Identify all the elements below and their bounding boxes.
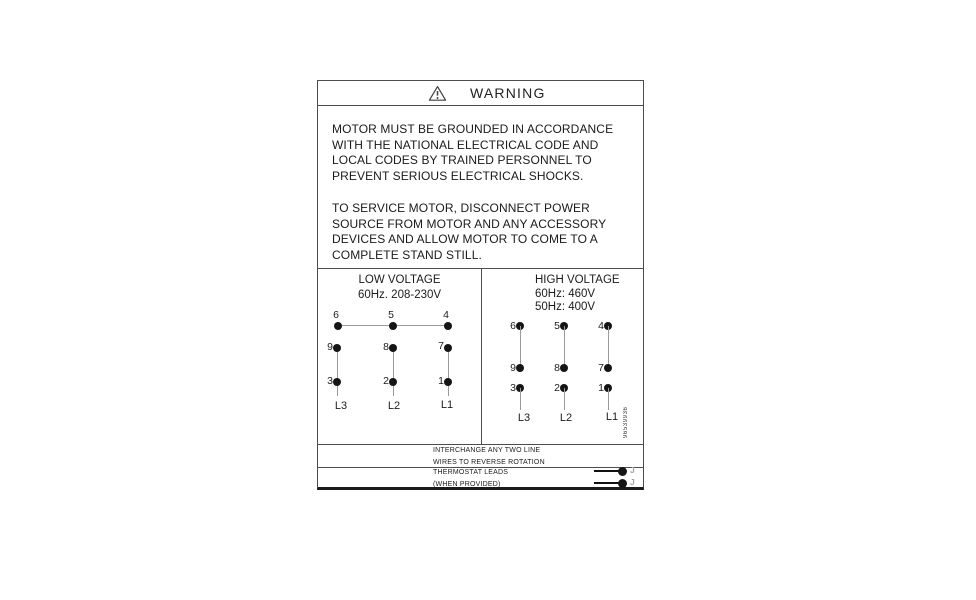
terminal-label: 3 xyxy=(327,375,333,387)
warning-text-line: MOTOR MUST BE GROUNDED IN ACCORDANCE xyxy=(332,122,614,136)
warning-text-line: PREVENT SERIOUS ELECTRICAL SHOCKS. xyxy=(332,168,584,183)
terminal-label: 1 xyxy=(438,375,444,387)
warning-text-line: SOURCE FROM MOTOR AND ANY ACCESSORY xyxy=(332,216,607,231)
high-voltage-title: HIGH VOLTAGE xyxy=(535,274,620,286)
terminal-label: 8 xyxy=(554,362,560,374)
low-voltage-rating: 60Hz. 208-230V xyxy=(357,288,442,301)
warning-text-line: DEVICES AND ALLOW MOTOR TO COME TO A xyxy=(332,232,598,246)
line-label: L2 xyxy=(559,412,573,424)
line-label: L3 xyxy=(334,400,348,412)
high-voltage-rating-50hz: 50Hz: 400V xyxy=(535,301,596,313)
terminal-label: 6 xyxy=(333,309,339,321)
warning-text-line: WITH THE NATIONAL ELECTRICAL CODE AND xyxy=(332,137,599,152)
terminal-label: 5 xyxy=(388,309,394,321)
terminal-label: 3 xyxy=(510,382,516,394)
thermostat-lead-label: J xyxy=(630,477,635,487)
terminal-label: 7 xyxy=(598,362,604,374)
terminal-label: 4 xyxy=(443,309,449,321)
line-label: L3 xyxy=(517,412,531,424)
warning-text-line: TO SERVICE MOTOR, DISCONNECT POWER xyxy=(332,201,590,215)
low-voltage-title: LOW VOLTAGE xyxy=(358,274,441,286)
terminal-label: 9 xyxy=(327,341,333,353)
terminal-label: 2 xyxy=(383,375,389,387)
part-number: 96539936 xyxy=(623,406,629,438)
terminal-label: 1 xyxy=(598,382,604,394)
terminal-label: 4 xyxy=(598,320,604,332)
terminal-label: 5 xyxy=(554,320,560,332)
thermostat-lead-dot xyxy=(618,467,627,476)
terminal-label: 2 xyxy=(554,382,560,394)
thermostat-lead-label: J xyxy=(630,465,635,475)
note-line: WIRES TO REVERSE ROTATION xyxy=(433,458,545,466)
note-line: INTERCHANGE ANY TWO LINE xyxy=(433,447,541,454)
note-line: (WHEN PROVIDED) xyxy=(433,480,501,488)
warning-title: WARNING xyxy=(470,85,546,101)
thermostat-lead-dot xyxy=(618,479,627,488)
line-label: L1 xyxy=(440,399,454,411)
line-label: L1 xyxy=(605,411,619,423)
rotation-note xyxy=(433,445,545,468)
warning-text-line: LOCAL CODES BY TRAINED PERSONNEL TO xyxy=(332,153,592,167)
terminal-label: 6 xyxy=(510,320,516,332)
note-line: THERMOSTAT LEADS xyxy=(433,469,509,476)
thermostat-lead-wire xyxy=(594,482,620,484)
thermostat-note xyxy=(433,467,508,490)
warning-text-line: COMPLETE STAND STILL. xyxy=(332,247,482,262)
line-label: L2 xyxy=(387,400,401,412)
terminal-label: 8 xyxy=(383,341,389,353)
high-voltage-rating-60hz: 60Hz: 460V xyxy=(535,287,596,300)
notes-section xyxy=(318,81,643,487)
terminal-label: 7 xyxy=(438,340,444,352)
thermostat-lead-wire xyxy=(594,470,620,472)
terminal-label: 9 xyxy=(510,362,516,374)
motor-warning-label xyxy=(317,80,644,490)
